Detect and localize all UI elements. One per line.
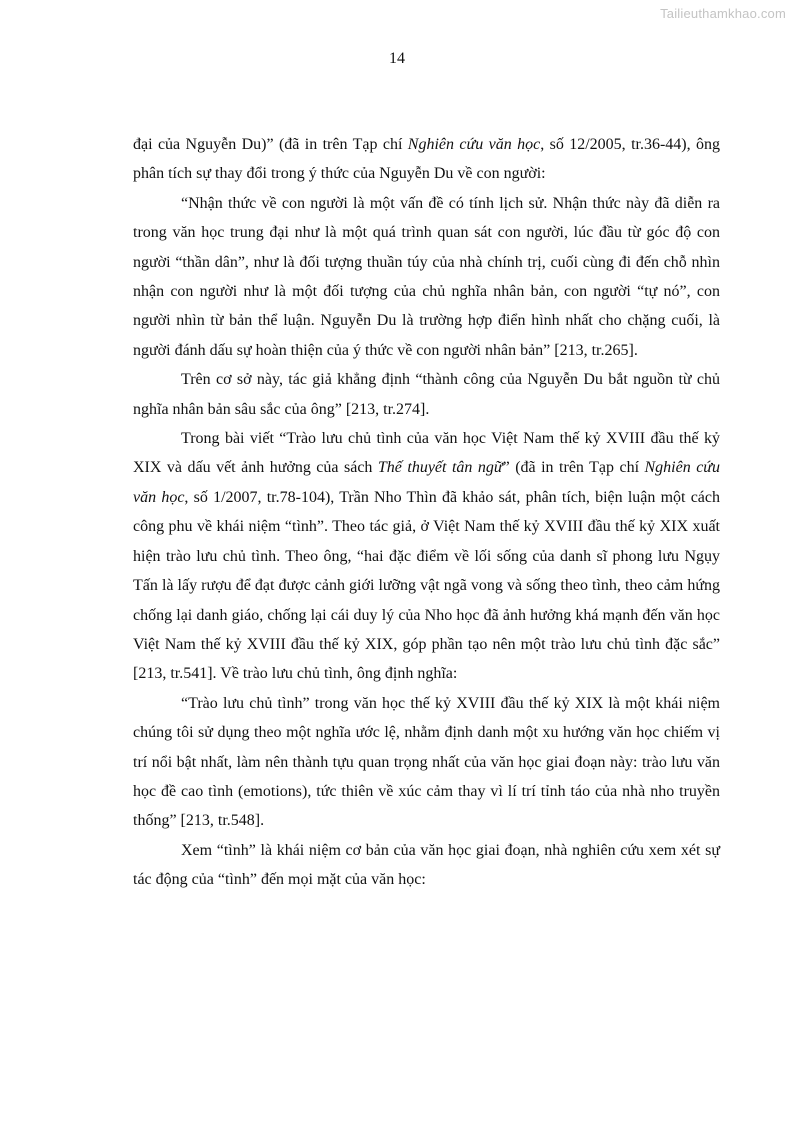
p4-text-a: Trong bài viết “Trào lưu chủ tình của văn học Việt Nam thế kỷ XVIII đầu thế kỷ XIX và dấu vết ảnh hưởng của sách [133, 430, 720, 477]
paragraph-4 [133, 424, 720, 689]
p1-text-a: đại của Nguyễn Du)” (đã in trên Tạp chí [133, 136, 408, 153]
paragraph-3: Trên cơ sở này, tác giả khẳng định “thành công của Nguyễn Du bắt nguồn từ chủ nghĩa nhân bản sâu sắc của ông” [213, tr.274]. [133, 371, 720, 418]
p4-journal-title: Nghiên cứu văn học [133, 459, 721, 506]
p1-text-c: , số 12/2005, tr.36-44), ông phân tích sự thay đổi trong ý thức của Nguyễn Du về con người: [133, 136, 720, 183]
document-body [133, 130, 720, 895]
p4-book-title: Thế thuyết tân ngữ [377, 459, 503, 477]
page-number: 14 [389, 50, 405, 67]
p1-journal-title: Nghiên cứu văn học [407, 136, 541, 153]
p4-text-c: ” (đã in trên Tạp chí [502, 459, 645, 477]
watermark: Tailieuthamkhao.com [660, 6, 786, 21]
paragraph-2-quote: “Nhận thức về con người là một vấn đề có tính lịch sử. Nhận thức này đã diễn ra trong văn học trung đại như là một quá trình quan sát con người, lúc đầu từ góc độ con người “thần dân”, như là đối tượng thuần túy của nhà chính trị, cuối cùng đi đến chỗ nhìn nhận con người như là một đối tượng của chủ nghĩa nhân bản, con người “tự nó”, con người nhìn từ bản thể luận. Nguyễn Du là trường hợp điển hình nhất cho chặng cuối, là người đánh dấu sự hoàn thiện của ý thức về con người nhân bản” [213, tr.265]. [133, 194, 720, 359]
paragraph-6: Xem “tình” là khái niệm cơ bản của văn học giai đoạn, nhà nghiên cứu xem xét sự tác động của “tình” đến mọi mặt của văn học: [133, 841, 720, 889]
paragraph-5-quote: “Trào lưu chủ tình” trong văn học thế kỷ XVIII đầu thế kỷ XIX là một khái niệm chúng tôi sử dụng theo một nghĩa ước lệ, nhằm định danh một xu hướng văn học chiếm vị trí nổi bật nhất, làm nên thành tựu quan trọng nhất của văn học giai đoạn này: trào lưu văn học đề cao tình (emotions), tức thiên về xúc cảm thay vì lí trí tỉnh táo của nhà nho truyền thống” [213, tr.548]. [133, 694, 720, 830]
paragraph-1 [133, 130, 720, 189]
p4-text-e: , số 1/2007, tr.78-104), Trần Nho Thìn đã khảo sát, phân tích, biện luận một cách công phu về khái niệm “tình”. Theo tác giả, ở Việt Nam thế kỷ XVIII đầu thế kỷ XIX xuất hiện trào lưu chủ tình. Theo ông, “hai đặc điểm về lối sống của danh sĩ phong lưu Ngụy Tấn là lấy rượu để đạt được cảnh giới lưỡng vật ngã vong và sống theo tình, theo cảm hứng chống lại danh giáo, chống lại cái duy lý của Nho học đã ảnh hưởng khá mạnh đến văn học Việt Nam thế kỷ XVIII đầu thế kỷ XIX, góp phần tạo nên một trào lưu chủ tình đặc sắc” [213, tr.541]. Về trào lưu chủ tình, ông định nghĩa: [133, 488, 720, 683]
